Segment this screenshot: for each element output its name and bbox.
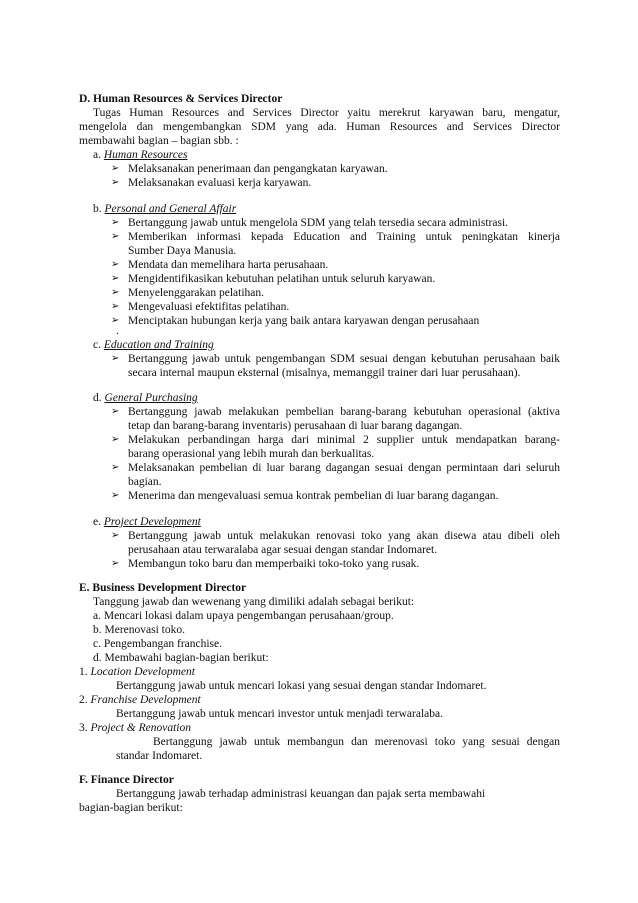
unit-3-heading xyxy=(79,721,191,735)
arrow-bullet-icon: ➢ xyxy=(111,163,120,174)
sub-b-item: Menyelenggarakan pelatihan. xyxy=(128,287,265,299)
section-d-intro-line-1: Tugas Human Resources and Services Director yaitu merekrut karyawan baru, mengatur, xyxy=(93,107,560,119)
sub-e-prefix: e. xyxy=(93,516,104,528)
sub-e-heading xyxy=(93,515,201,529)
sub-a-item: Melaksanakan penerimaan dan pengangkatan karyawan. xyxy=(128,163,388,175)
arrow-bullet-icon: ➢ xyxy=(111,353,120,364)
unit-3-description: Bertanggung jawab untuk membangun dan merenovasi toko yang sesuai dengan xyxy=(153,736,560,748)
section-d-heading: D. Human Resources & Services Director xyxy=(79,93,283,105)
sub-c-title: Education and Training xyxy=(103,339,214,351)
arrow-bullet-icon: ➢ xyxy=(111,301,120,312)
sub-b-item: Mengidentifikasikan kebutuhan pelatihan untuk seluruh karyawan. xyxy=(128,273,436,285)
unit-2-number: 2. xyxy=(79,694,91,706)
sub-e-item: Membangun toko baru dan memperbaiki toko-toko yang rusak. xyxy=(128,558,420,570)
stray-period: . xyxy=(116,325,119,337)
sub-a-prefix: a. xyxy=(93,149,104,161)
sub-d-item-continued: bagian. xyxy=(128,476,162,488)
unit-3-description-continued: standar Indomaret. xyxy=(116,750,203,762)
sub-e-item: Bertanggung jawab untuk melakukan renovasi toko yang akan disewa atau dibeli oleh xyxy=(128,530,560,542)
arrow-bullet-icon: ➢ xyxy=(111,462,120,473)
sub-e-item-continued: perusahaan atau terwaralaba agar sesuai dengan standar Indomaret. xyxy=(128,544,438,556)
section-e-list-item: d. Membawahi bagian-bagian berikut: xyxy=(93,652,269,664)
sub-c-item-continued: secara internal maupun eksternal (misalnya, memanggil trainer dari luar perusahaan). xyxy=(128,367,521,379)
unit-2-title: Franchise Development xyxy=(90,694,201,706)
sub-e-title: Project Development xyxy=(103,516,201,528)
sub-a-item: Melaksanakan evaluasi kerja karyawan. xyxy=(128,177,312,189)
sub-d-prefix: d. xyxy=(93,392,105,404)
sub-c-heading xyxy=(93,338,214,352)
unit-3-number: 3. xyxy=(79,722,91,734)
unit-2-description: Bertanggung jawab untuk mencari investor untuk menjadi terwaralaba. xyxy=(116,708,444,720)
sub-b-item: Bertanggung jawab untuk mengelola SDM yang telah tersedia secara administrasi. xyxy=(128,217,509,229)
sub-b-prefix: b. xyxy=(93,203,105,215)
sub-b-item: Memberikan informasi kepada Education and Training untuk peningkatan kinerja xyxy=(128,231,560,243)
sub-d-item: Bertanggung jawab melakukan pembelian barang-barang kebutuhan operasional (aktiva xyxy=(128,406,560,418)
arrow-bullet-icon: ➢ xyxy=(111,530,120,541)
sub-b-heading xyxy=(93,202,236,216)
arrow-bullet-icon: ➢ xyxy=(111,273,120,284)
sub-b-item: Menciptakan hubungan kerja yang baik antara karyawan dengan perusahaan xyxy=(128,315,480,327)
sub-b-item-continued: Sumber Daya Manusia. xyxy=(128,245,237,257)
arrow-bullet-icon: ➢ xyxy=(111,177,120,188)
sub-b-item: Mengevaluasi efektifitas pelatihan. xyxy=(128,301,290,313)
arrow-bullet-icon: ➢ xyxy=(111,558,120,569)
sub-d-heading xyxy=(93,391,198,405)
section-d-intro-line-3: membawahi bagian – bagian sbb. : xyxy=(79,135,239,147)
sub-c-prefix: c. xyxy=(93,339,104,351)
arrow-bullet-icon: ➢ xyxy=(111,315,120,326)
sub-d-item-continued: tetap dan barang-barang inventaris) perusahaan di luar barang dagangan. xyxy=(128,420,463,432)
sub-a-heading xyxy=(93,148,187,162)
unit-1-description: Bertanggung jawab untuk mencari lokasi yang sesuai dengan standar Indomaret. xyxy=(116,680,487,692)
arrow-bullet-icon: ➢ xyxy=(111,406,120,417)
arrow-bullet-icon: ➢ xyxy=(111,217,120,228)
unit-1-number: 1. xyxy=(79,666,91,678)
sub-d-item: Menerima dan mengevaluasi semua kontrak pembelian di luar barang dagangan. xyxy=(128,490,499,502)
arrow-bullet-icon: ➢ xyxy=(111,434,120,445)
arrow-bullet-icon: ➢ xyxy=(111,259,120,270)
section-d-intro-line-2: mengelola dan mengembangkan SDM yang ada. Human Resources and Services Director xyxy=(79,121,560,133)
arrow-bullet-icon: ➢ xyxy=(111,287,120,298)
sub-c-item: Bertanggung jawab untuk pengembangan SDM sesuai dengan kebutuhan perusahaan baik xyxy=(128,353,560,365)
unit-1-heading xyxy=(79,665,195,679)
sub-b-title: Personal and General Affair xyxy=(104,203,237,215)
sub-d-item: Melakukan perbandingan harga dari minimal 2 supplier untuk mendapatkan barang- xyxy=(128,434,560,446)
sub-d-title: General Purchasing xyxy=(104,392,198,404)
section-e-list-item: a. Mencari lokasi dalam upaya pengembangan perusahaan/group. xyxy=(93,610,394,622)
sub-d-item: Melaksanakan pembelian di luar barang dagangan sesuai dengan permintaan dari seluruh xyxy=(128,462,560,474)
sub-a-title: Human Resources xyxy=(103,149,188,161)
arrow-bullet-icon: ➢ xyxy=(111,231,120,242)
section-e-list-item: c. Pengembangan franchise. xyxy=(93,638,223,650)
unit-3-title: Project & Renovation xyxy=(90,722,191,734)
sub-b-item: Mendata dan memelihara harta perusahaan. xyxy=(128,259,329,271)
section-f-line: Bertanggung jawab terhadap administrasi keuangan dan pajak serta membawahi xyxy=(116,788,486,800)
section-e-intro: Tanggung jawab dan wewenang yang dimiliki adalah sebagai berikut: xyxy=(93,596,415,608)
arrow-bullet-icon: ➢ xyxy=(111,490,120,501)
section-e-list-item: b. Merenovasi toko. xyxy=(93,624,185,636)
unit-2-heading xyxy=(79,693,201,707)
unit-1-title: Location Development xyxy=(90,666,195,678)
sub-d-item-continued: barang operasional yang lebih murah dan berkualitas. xyxy=(128,448,375,460)
section-f-line: bagian-bagian berikut: xyxy=(79,802,183,814)
section-e-heading: E. Business Development Director xyxy=(79,582,247,594)
section-f-heading: F. Finance Director xyxy=(79,774,174,786)
